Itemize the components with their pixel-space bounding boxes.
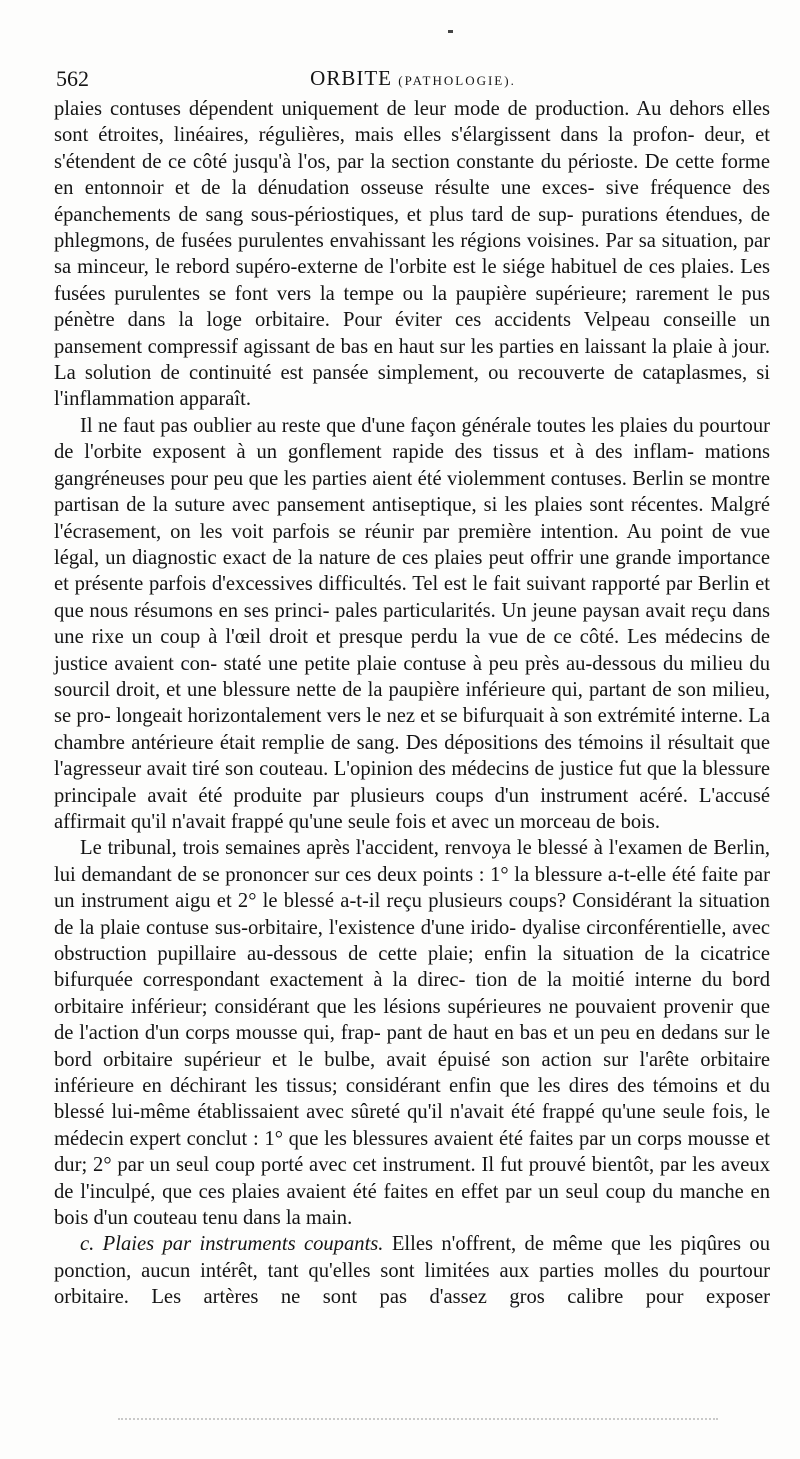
text-line: tion de la moitié interne du bord orbitaire inférieur; considérant que les lésions: [54, 969, 770, 1018]
text-line: peut offrir une grande importance et présente parfois d'excessives difficultés.: [54, 546, 770, 596]
text-line: d'un instrument acéré. L'accusé affirmait qu'il n'avait frappé qu'une seule fois: [54, 784, 770, 833]
running-header: [56, 64, 770, 94]
text-line: du pourtour orbitaire. Les artères ne sont pas d'assez gros calibre pour exposer: [54, 1259, 771, 1309]
text-line: une blessure nette de la paupière inférieure qui, partant de son milieu, se pro-: [54, 678, 770, 728]
text-line: voisines. Par sa situation, par sa minceur, le rebord supéro-externe de l'orbite: [54, 230, 770, 279]
text-line: Tel est le fait suivant rapporté par Berlin et que nous résumons en ses princi-: [54, 573, 770, 622]
text-line: purations étendues, de phlegmons, de fusées purulentes envahissant les régions: [54, 203, 771, 253]
text-line: droit et presque perdu la vue de ce côté. Les médecins de justice avaient con-: [54, 626, 771, 675]
paragraph: [54, 96, 770, 413]
running-title-subtitle: (PATHOLOGIE).: [398, 73, 516, 88]
text-line: résultait que l'agresseur avait tiré son couteau. L'opinion des médecins de: [54, 731, 770, 781]
text-line: Berlin, lui demandant de se prononcer sur ces deux points : 1° la blessure a-t-elle: [54, 837, 771, 886]
text-line: intention. Au point de vue légal, un diagnostic exact de la nature de ces plaies: [54, 520, 770, 569]
text-line: sive fréquence des épanchements de sang sous-périostiques, et plus tard de sup-: [54, 177, 770, 226]
body-text: [54, 96, 770, 1311]
text-line: staté une petite plaie contuse à peu près au-dessous du milieu du sourcil droit, et: [54, 652, 770, 701]
text-line: piqûres ou ponction, aucun intérêt, tant qu'elles sont limitées aux parties molles: [54, 1233, 770, 1282]
text-line: supérieures ne pouvaient provenir que de l'action d'un corps mousse qui, frap-: [54, 995, 770, 1045]
text-line: été faite par un instrument aigu et 2° le blessé a-t-il reçu plusieurs coups?: [54, 863, 770, 913]
text-line: tissus; considérant enfin que les dires des témoins et du blessé lui-même: [54, 1075, 771, 1124]
print-mark: [448, 30, 453, 33]
text-line: pourtour de l'orbite exposent à un gonflement rapide des tissus et à des inflam-: [54, 414, 770, 464]
page-number: 562: [56, 66, 89, 91]
bottom-rule: [118, 1418, 718, 1420]
text-line: coup du manche en bois d'un couteau tenu dans la main.: [54, 1180, 770, 1230]
text-line: De cette forme en entonnoir et de la dénudation osseuse résulte une exces-: [54, 150, 770, 200]
text-line: en haut sur les parties en laissant la plaie à jour. La solution de continuité: [54, 335, 770, 385]
text-line: expert conclut : 1° que les blessures avaient été faites par un corps mousse et: [129, 1127, 770, 1150]
text-line: justice fut que la blessure principale avait été produite par plusieurs coups: [54, 758, 770, 807]
section-heading: c. Plaies par instruments coupants.: [80, 1233, 384, 1256]
text-line: dur; 2° par un seul coup porté avec cet instrument. Il fut prouvé bientôt, par: [54, 1154, 687, 1177]
text-line: et avec un morceau de bois.: [431, 810, 661, 833]
text-line: elles sont étroites, linéaires, régulières, mais elles s'élargissent dans la profon-: [54, 98, 770, 147]
text-line: est le siége habituel de ces plaies. Les fusées purulentes se font vers la tempe ou: [54, 256, 770, 305]
text-line: Le tribunal, trois semaines après l'accident, renvoya le blessé à l'examen de: [80, 837, 708, 860]
text-line: mations gangréneuses pour peu que les parties aient été violemment contuses.: [54, 441, 771, 490]
text-line: la paupière supérieure; rarement le pus pénètre dans la loge orbitaire. Pour: [54, 282, 770, 332]
text-line: pales particularités. Un jeune paysan avait reçu dans une rixe un coup à l'œil: [54, 599, 771, 649]
text-line: plaies contuses dépendent uniquement de leur mode de production. Au dehors: [54, 98, 725, 120]
paragraph: [54, 1231, 770, 1310]
text-line: Berlin se montre partisan de la suture avec pansement antiseptique, si les plaies: [54, 467, 770, 517]
paragraph: [54, 835, 770, 1231]
text-line: enfin la situation de la cicatrice bifurquée correspondant exactement à la direc-: [54, 943, 771, 992]
text-line: Considérant la situation de la plaie contuse sus-orbitaire, l'existence d'une irido-: [54, 890, 770, 939]
text-line: longeait horizontalement vers le nez et se bifurquait à son extrémité interne.: [116, 705, 743, 728]
text-line: sont récentes. Malgré l'écrasement, on les voit parfois se réunir par première: [54, 494, 770, 543]
text-line: La chambre antérieure était remplie de sang. Des dépositions des témoins il: [54, 705, 770, 754]
text-line: les aveux de l'inculpé, que ces plaies avaient été faites en effet par un seul: [54, 1154, 770, 1203]
text-line: bulbe, avait épuisé son action sur l'arête orbitaire inférieure en déchirant les: [54, 1048, 770, 1098]
text-line: dyalise circonférentielle, avec obstruction pupillaire au-dessous de cette plaie;: [54, 916, 770, 965]
text-line: deur, et s'étendent de ce côté jusqu'à l'os, par la section constante du périoste.: [54, 124, 770, 173]
running-title-main: ORBITE: [310, 66, 392, 90]
text-line: éviter ces accidents Velpeau conseille un pansement compressif agissant de bas: [54, 309, 770, 358]
paragraph: [54, 413, 770, 836]
text-line: est pansée simplement, ou recouverte de cataplasmes, si l'inflammation apparaît.: [54, 362, 770, 411]
running-title: [56, 66, 770, 91]
text-line: Elles n'offrent, de même que les: [383, 1233, 673, 1256]
text-line: pant de haut en bas et un peu en dedans sur le bord orbitaire supérieur et le: [54, 1022, 770, 1071]
text-line: Il ne faut pas oublier au reste que d'une façon générale toutes les plaies du: [80, 414, 694, 437]
text-line: établissaient avec sûreté qu'il n'avait été frappé qu'une seule fois, le médecin: [54, 1101, 770, 1150]
